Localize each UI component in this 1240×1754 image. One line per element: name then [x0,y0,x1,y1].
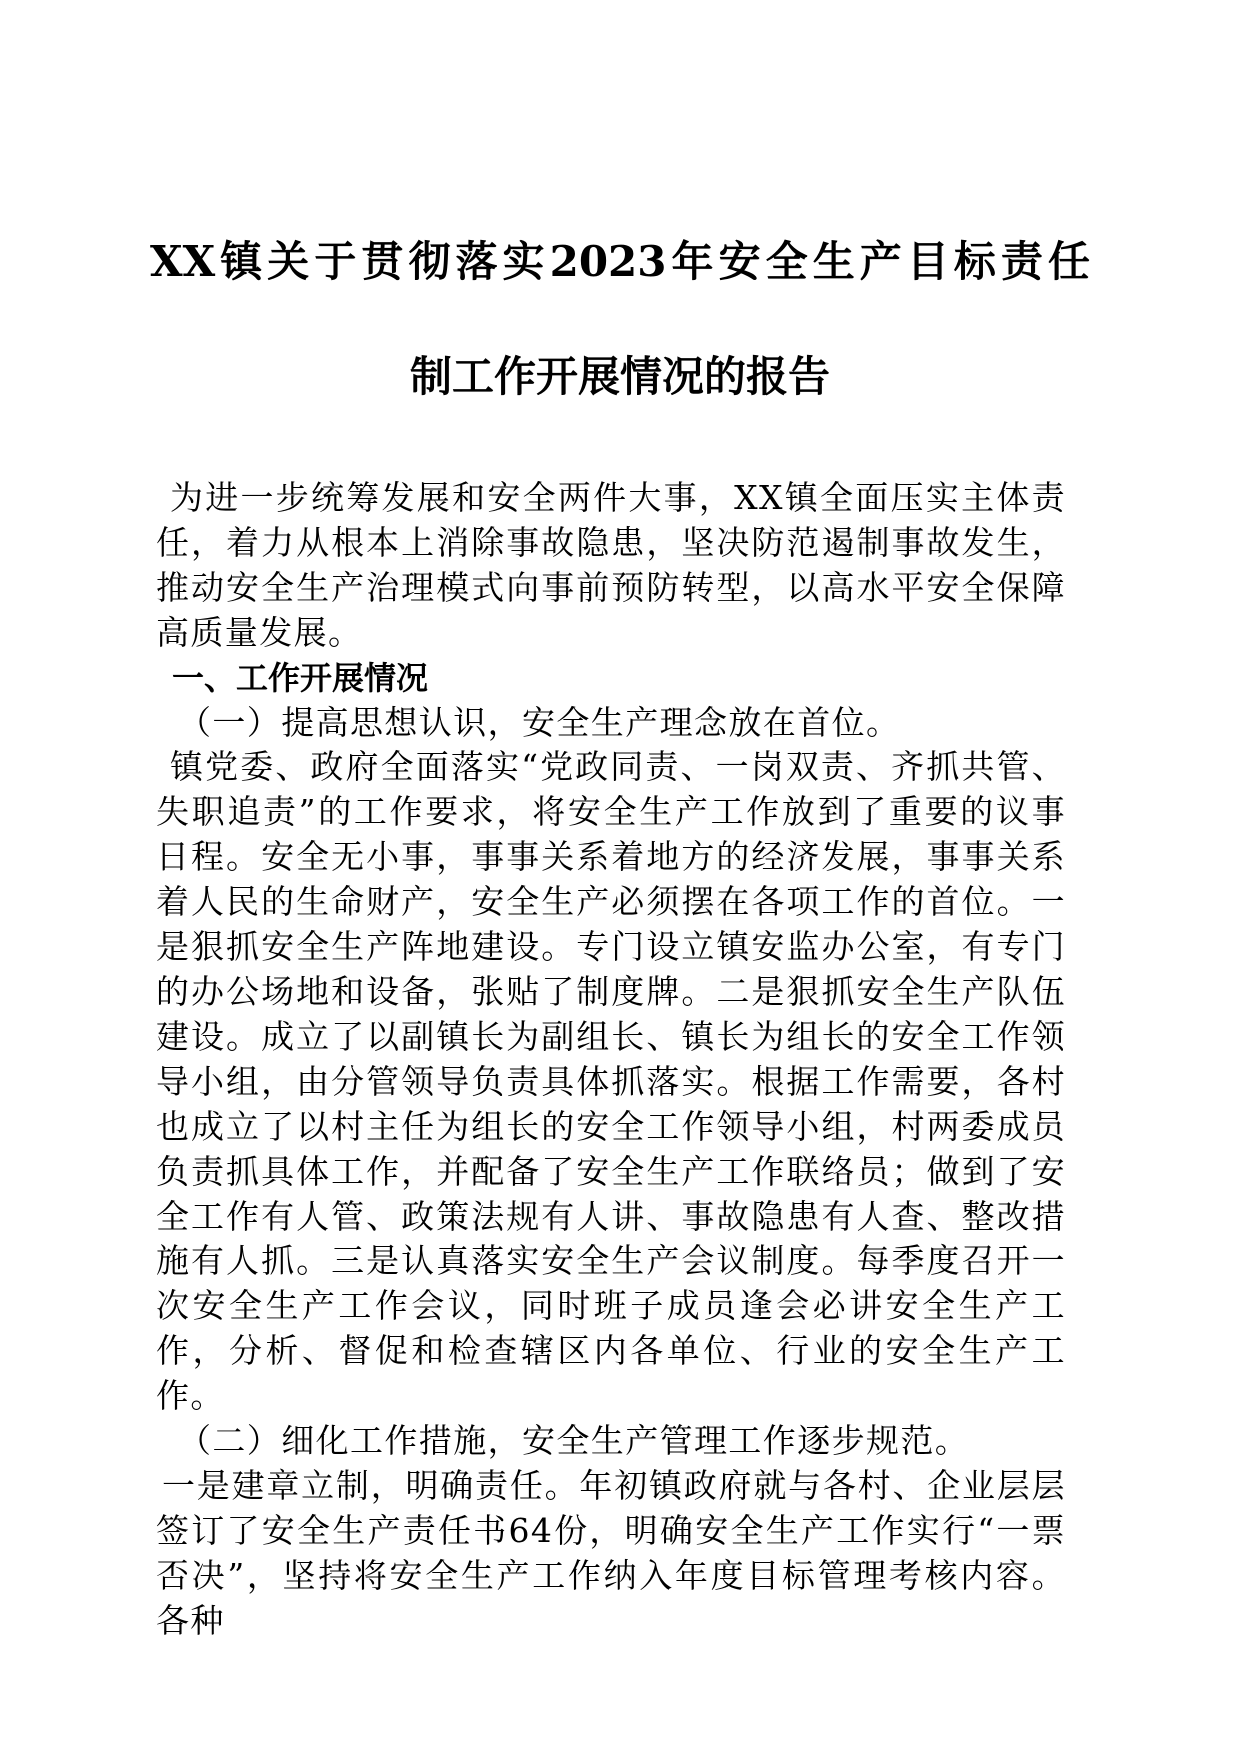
document-title-line-1: XX镇关于贯彻落实2023年安全生产目标责任 [150,237,1090,286]
subsection-2-paragraph: 一是建章立制，明确责任。年初镇政府就与各村、企业层层签订了安全生产责任书64份，明确安全生产工作实行“一票否决”，坚持将安全生产工作纳入年度目标管理考核内容。各种 [156,1465,1066,1640]
document-title-line-2: 制工作开展情况的报告 [409,352,830,401]
subsection-heading-1: （一）提高思想认识，安全生产理念放在首位。 [178,702,901,742]
subsection-1-paragraph: 镇党委、政府全面落实“党政同责、一岗双责、齐抓共管、失职追责”的工作要求，将安全生产工作放到了重要的议事日程。安全无小事，事事关系着地方的经济发展，事事关系着人民的生命财产，安全生产必须摆在各项工作的首位。一是狠抓安全生产阵地建设。专门设立镇安监办公室，有专门的办公场地和设备，张贴了制度牌。二是狠抓安全生产队伍建设。成立了以副镇长为副组长、镇长为组长的安全工作领导小组，由分管领导负责具体抓落实。根据工作需要，各村也成立了以村主任为组长的安全工作领导小组，村两委成员负责抓具体工作，并配备了安全生产工作联络员；做到了安全工作有人管、政策法规有人讲、事故隐患有人查、整改措施有人抓。三是认真落实安全生产会议制度。每季度召开一次安全生产工作会议，同时班子成员逢会必讲安全生产工作，分析、督促和检查辖区内各单位、行业的安全生产工作。 [156,747,1066,1416]
document-body [156,476,1066,1644]
intro-paragraph: 为进一步统筹发展和安全两件大事，XX镇全面压实主体责任，着力从根本上消除事故隐患，坚决防范遏制事故发生，推动安全生产治理模式向事前预防转型，以高水平安全保障高质量发展。 [156,478,1066,652]
subsection-heading-2: （二）细化工作措施，安全生产管理工作逐步规范。 [178,1421,970,1461]
section-heading-1: 一、工作开展情况 [172,658,429,697]
